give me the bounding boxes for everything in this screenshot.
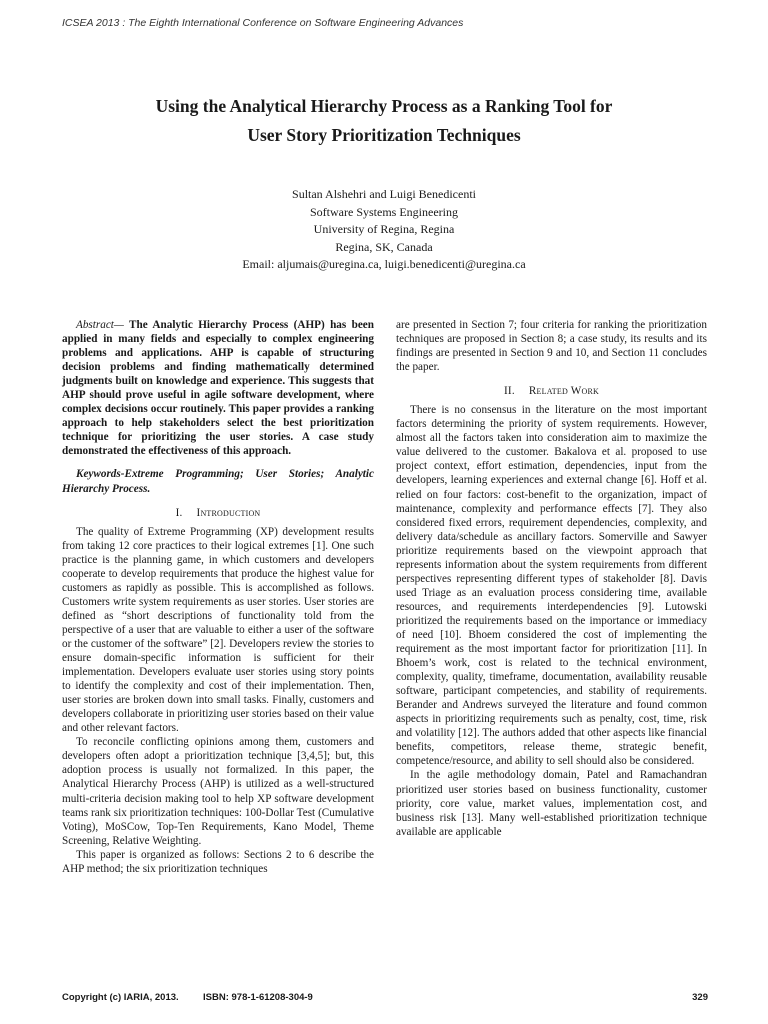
running-head: ICSEA 2013 : The Eighth International Conference on Software Engineering Advances [62,17,464,29]
paper-title [0,92,768,150]
author-email: Email: aljumais@uregina.ca, luigi.benedicenti@uregina.ca [242,257,526,271]
intro-continuation: are presented in Section 7; four criteria for ranking the prioritization techniques are proposed in Section 8; a case study, its results and its findings are presented in Section 9 and 10, and Section 11 concludes the paper. [396,319,707,374]
right-column [396,318,707,839]
section-title: Related Work [528,385,599,398]
paper-title-line-2: User Story Prioritization Techniques [247,125,521,145]
author-department: Software Systems Engineering [310,204,458,219]
footer-isbn: ISBN: 978-1-61208-304-9 [203,992,313,1003]
section-heading-related-work [396,384,707,398]
author-location: Regina, SK, Canada [335,239,433,254]
keywords: Keywords-Extreme Programming; User Stories; Analytic Hierarchy Process. [62,468,374,495]
section-title: Introduction [196,506,261,519]
section-heading-introduction [62,506,374,520]
related-work-paragraph-2: In the agile methodology domain, Patel and Ramachandran prioritized user stories based on business functionality, customer priority, core value, market values, implementation cost, and business risk [13]. Many well-established prioritization technique available are applicable [396,769,707,838]
section-number: I. [175,506,183,519]
intro-paragraph-3: This paper is organized as follows: Sections 2 to 6 describe the AHP method; the six prioritization techniques [62,848,374,875]
abstract-label: Abstract— [76,319,124,331]
abstract [62,318,374,458]
section-number: II. [504,385,515,398]
page-number: 329 [692,992,708,1003]
author-names: Sultan Alshehri and Luigi Benedicenti [292,187,476,201]
author-block [0,186,768,274]
related-work-paragraph-1: There is no consensus in the literature on the most important factors determining the priority of system requirements. However, almost all the factors taken into consideration aim to maximize the value delivered to the customer. Bakalova et al. proposed to use project context, effort estimation, dependencies, input from the developers, learning experiences and external change [6]. Hoff et al. relied on four factors: cost-benefit to the organization, impact of maintenance, complexity and performance effects [7]. They also considered fixed errors, requirement dependencies, complexity, and delivery data/schedule as ancillary factors. Somerville and Sawyer prioritize requirements based on the viewpoint approach that represents information about the system requirements from different perspectives representing different types of stakeholder [8]. Davis used Triage as an evaluation process considering time, available resources, and requirements interdependencies [9]. Lutowski prioritized the requirements based on the importance or immediacy of need [10]. Bhoem considered the cost of implementing the requirement as the most important factor for prioritization [11]. In Bhoem’s work, cost is related to the technical environment, complexity, quality, timeframe, documentation, availability reusable software, participant competencies, and stability of requirements. Berander and Andrews surveyed the literature and found common aspects in prioritizing requirements such as penalty, cost, time, risk and volatility [12]. The authors added that other aspects like financial benefits, competitors, release theme, strategic benefit, competence/resource, and ability to sell should also be considered. [396,404,707,768]
intro-paragraph-1: The quality of Extreme Programming (XP) development results from taking 12 core practices to their logical extremes [1]. One such practice is the planning game, in which customers and developers cooperate to develop requirements that produce the highest value for customers as rapidly as possible. This is accomplished as follows. Customers write system requirements as user stories. User stories are defined as “short descriptions of functionality told from the perspective of a user that are valuable to either a user of the software or the customer of the software” [2]. Developers review the stories to ensure domain-specific information is sufficient for their implementation. Developers evaluate user stories using story points to identify the complexity and cost of their implementation. Then, user stories are broken down into small tasks. Finally, customers and developers collaborate in prioritizing user stories based on their value and other relevant factors. [62,525,374,735]
intro-paragraph-2: To reconcile conflicting opinions among them, customers and developers often adopt a prioritization technique [3,4,5]; but, this adoption process is usually not formalized. In this paper, the Analytical Hierarchy Process (AHP) is utilized as a well-structured multi-criteria decision making tool to help XP software development teams rank six prioritization techniques: 100-Dollar Test (Cumulative Voting), MoSCow, Top-Ten Requirements, Kano Model, Theme Screening, Relative Weighting. [62,736,374,847]
abstract-text: The Analytic Hierarchy Process (AHP) has been applied in many fields and especially to complex engineering problems and applications. AHP is capable of structuring decision problems and finding mathematically determined judgments built on knowledge and experience. This suggests that AHP should prove useful in agile software development, where complex decisions occur routinely. This paper provides a ranking approach to help stakeholders select the best prioritization technique for prioritizing the user stories. A case study demonstrated the effectiveness of this approach. [62,319,374,458]
author-university: University of Regina, Regina [313,222,455,236]
footer-copyright: Copyright (c) IARIA, 2013. [62,992,179,1003]
left-column [62,318,374,876]
paper-title-line-1: Using the Analytical Hierarchy Process as a Ranking Tool for [155,96,613,116]
